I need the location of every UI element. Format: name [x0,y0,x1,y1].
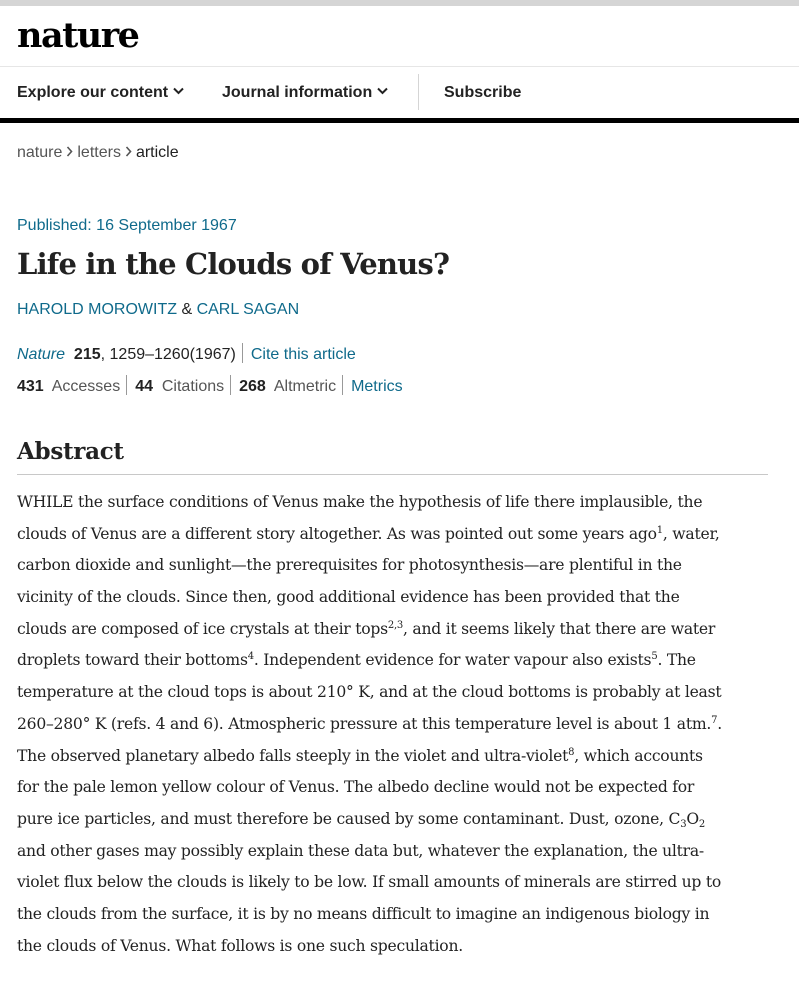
citations-label: Citations [161,378,225,395]
divider [242,343,243,363]
abstract-text [17,487,777,962]
header-divider [0,66,799,67]
author-link[interactable]: CARL SAGAN [196,301,300,318]
abstract-line [17,836,777,868]
abstract-text-run: 260–280° K (refs. 4 and 6). Atmospheric pressure at this temperature level is about 1 atm. [17,714,712,733]
chevron-down-icon [377,87,388,95]
abstract-line [17,867,777,899]
abstract-line [17,645,777,677]
reference-superscript[interactable]: 7 [711,714,718,726]
chevron-right-icon [125,146,132,157]
page-range: , 1259–1260(1967) [100,346,236,363]
abstract-text-run: pure ice particles, and must therefore be caused by some contaminant. Dust, ozone, C [17,809,681,828]
abstract-text-run: . [717,714,722,733]
author-separator: & [181,301,193,318]
metrics-link[interactable]: Metrics [351,378,403,395]
abstract-line [17,804,777,836]
reference-superscript[interactable]: 1 [656,524,663,536]
nav-explore-label: Explore our content [17,84,169,101]
volume-number: 215 [73,346,101,363]
abstract-text-run: The observed planetary albedo falls steeply in the violet and ultra-violet [17,746,569,765]
abstract-text-run: the clouds of Venus. What follows is one such speculation. [17,936,463,955]
abstract-line [17,582,777,614]
subscript: 2 [698,818,705,830]
abstract-line [17,677,777,709]
abstract-divider [17,474,768,475]
nav-journal-information[interactable] [222,72,388,116]
accesses-label: Accesses [51,378,121,395]
nav-explore-content[interactable] [17,72,184,116]
abstract-text-run: violet flux below the clouds is likely to be low. If small amounts of minerals are stirred up to [17,873,722,892]
journal-name[interactable]: Nature [17,346,66,363]
abstract-text-run: droplets toward their bottoms [17,651,248,670]
subscript: 3 [680,818,687,830]
nav-bottom-bar [0,118,799,123]
abstract-text-run: for the pale lemon yellow colour of Venus. The albedo decline would not be expected for [17,778,695,797]
abstract-text-run: WHILE the surface conditions of Venus make the hypothesis of life there implausible, the [17,493,703,511]
accesses-count: 431 [17,378,44,395]
published-date: Published: 16 September 1967 [17,217,237,234]
abstract-text-run: O [686,809,699,828]
author-list [17,300,299,320]
nav-journal-label: Journal information [222,84,373,101]
abstract-line [17,614,777,646]
breadcrumb [17,143,179,163]
nature-logo[interactable]: nature [17,15,139,56]
nav-divider [418,74,419,110]
main-nav [0,72,799,116]
breadcrumb-letters[interactable]: letters [77,144,121,161]
abstract-line [17,709,777,741]
abstract-heading: Abstract [17,438,124,465]
abstract-text-run: and other gases may possibly explain these data but, whatever the explanation, the ultra- [17,841,704,860]
breadcrumb-article: article [135,144,179,161]
reference-superscript[interactable]: 5 [651,651,658,663]
cite-article-link[interactable]: Cite this article [250,346,356,363]
divider [230,375,231,395]
altmetric-label: Altmetric [273,378,337,395]
abstract-text-run: , water, [662,524,720,543]
abstract-line [17,550,777,582]
nav-subscribe[interactable]: Subscribe [444,84,522,101]
citation-line [17,345,356,365]
abstract-line [17,931,777,963]
abstract-line [17,772,777,804]
abstract-line [17,899,777,931]
author-link[interactable]: HAROLD MOROWITZ [17,301,177,318]
abstract-text-run: carbon dioxide and sunlight—the prerequisites for photosynthesis—are plentiful in the [17,556,682,575]
article-title: Life in the Clouds of Venus? [17,247,450,281]
chevron-right-icon [66,146,73,157]
abstract-text-run: , and it seems likely that there are water [403,619,716,638]
chevron-down-icon [173,87,184,95]
top-strip [0,0,799,6]
abstract-text-run: . The [657,651,696,670]
abstract-text-run: . Independent evidence for water vapour also exists [253,651,652,670]
abstract-text-run: vicinity of the clouds. Since then, good additional evidence has been provided that the [17,588,680,607]
reference-superscript[interactable]: 2,3 [387,619,404,631]
abstract-text-run: , which accounts [574,746,703,765]
article-metrics [17,377,403,397]
abstract-line [17,487,777,519]
abstract-text-run: clouds are composed of ice crystals at their tops [17,619,388,638]
abstract-text-run: the clouds from the surface, it is by no means difficult to imagine an indigenous biology in [17,904,710,923]
divider [126,375,127,395]
reference-superscript[interactable]: 4 [247,651,254,663]
altmetric-count: 268 [239,378,266,395]
breadcrumb-nature[interactable]: nature [17,144,63,161]
abstract-text-run: temperature at the cloud tops is about 210° K, and at the cloud bottoms is probably at least [17,683,722,702]
citations-count: 44 [135,378,153,395]
divider [342,375,343,395]
reference-superscript[interactable]: 8 [568,746,575,758]
abstract-line [17,741,777,773]
abstract-text-run: clouds of Venus are a different story altogether. As was pointed out some years ago [17,524,657,543]
abstract-line [17,519,777,551]
